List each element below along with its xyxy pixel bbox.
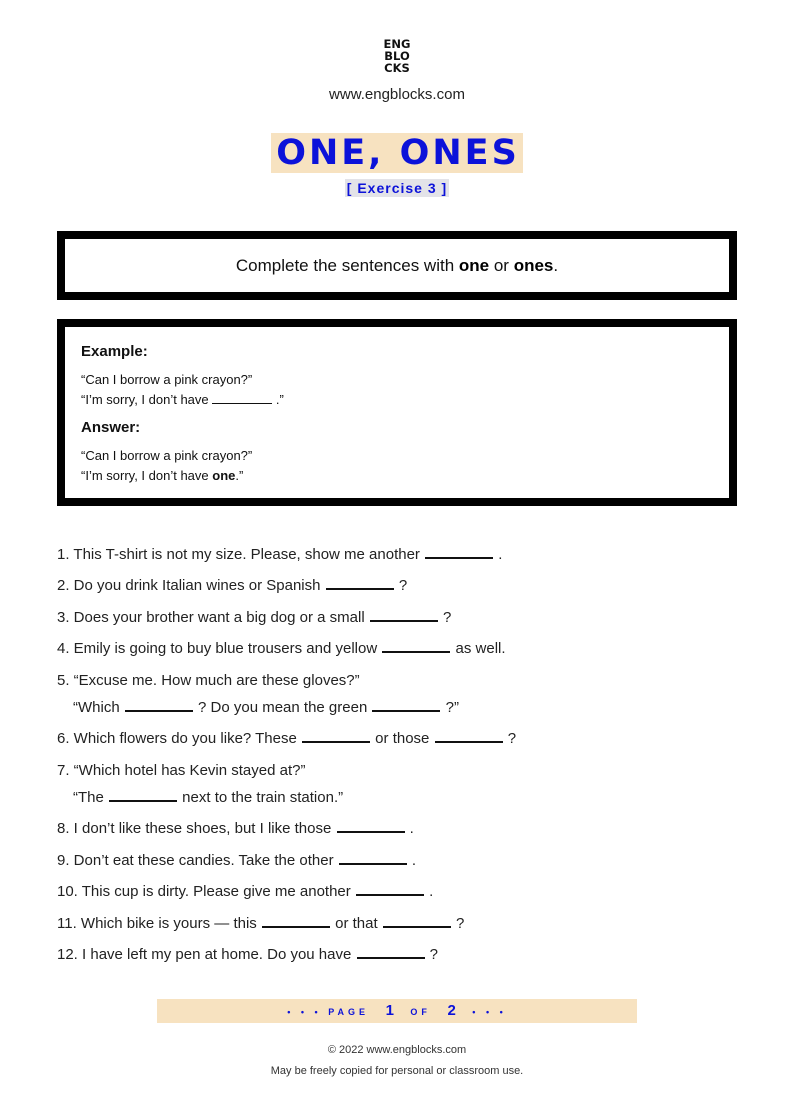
question-1 (57, 546, 502, 563)
answer-line-2 (81, 466, 729, 486)
answer-blank[interactable] (302, 731, 370, 743)
answer-blank[interactable] (382, 641, 450, 653)
answer-heading: Answer: (81, 419, 141, 436)
answer-blank[interactable] (370, 610, 438, 622)
pager-total-pages: 2 (447, 1002, 456, 1019)
question-1-text: 1. This T-shirt is not my size. Please, show me another (57, 546, 420, 563)
answer-blank[interactable] (125, 700, 193, 712)
answer-blank[interactable] (425, 547, 493, 559)
question-9-end: . (407, 852, 417, 869)
question-12-end: ? (425, 946, 439, 963)
example-line-2-start: “I’m sorry, I don’t have (81, 392, 209, 407)
question-6-end: ? (503, 730, 517, 747)
question-5-line-1: 5. “Excuse me. How much are these gloves?” (57, 672, 360, 689)
question-5-mid: ? Do you mean the green (193, 699, 368, 716)
exercise-label: [ Exercise 3 ] (346, 180, 448, 196)
question-2-text: 2. Do you drink Italian wines or Spanish (57, 577, 321, 594)
question-7-text: “The (73, 789, 104, 806)
instruction-middle: or (489, 256, 514, 275)
question-6-text: 6. Which flowers do you like? These (57, 730, 297, 747)
pager-dots-left: • • • (287, 1007, 322, 1017)
question-10-text: 10. This cup is dirty. Please give me another (57, 883, 351, 900)
page-indicator (157, 999, 637, 1023)
question-12 (57, 946, 438, 963)
license-note: May be freely copied for personal or classroom use. (270, 1065, 524, 1077)
question-9 (57, 852, 416, 869)
question-11 (57, 915, 464, 932)
instruction-word-one: one (458, 256, 490, 275)
question-3-end: ? (438, 609, 452, 626)
question-10 (57, 883, 433, 900)
question-9-text: 9. Don’t eat these candies. Take the other (57, 852, 334, 869)
instruction-prefix: Complete the sentences with (235, 256, 459, 275)
question-6-mid: or those (371, 730, 430, 747)
instruction-suffix: . (553, 256, 559, 275)
question-7-line-2 (73, 789, 343, 806)
answer-blank[interactable] (337, 821, 405, 833)
pager-dots-right: • • • (472, 1007, 507, 1017)
answer-blank[interactable] (356, 884, 424, 896)
question-5-end: ?” (441, 699, 459, 716)
question-12-text: 12. I have left my pen at home. Do you have (57, 946, 352, 963)
answer-blank[interactable] (262, 916, 330, 928)
question-7-line-1: 7. “Which hotel has Kevin stayed at?” (57, 762, 306, 779)
question-5-line-2 (73, 699, 459, 716)
example-line-1: “Can I borrow a pink crayon?” (81, 372, 253, 387)
answer-blank[interactable] (357, 947, 425, 959)
site-url[interactable]: www.engblocks.com (329, 86, 465, 103)
example-blank (212, 393, 272, 404)
question-1-end: . (494, 546, 503, 563)
worksheet-title: ONE, ONES (271, 133, 523, 173)
answer-blank[interactable] (372, 700, 440, 712)
question-6 (57, 730, 516, 747)
engblocks-logo (0, 38, 794, 74)
example-box (57, 319, 737, 506)
question-3 (57, 609, 451, 626)
logo-line-1: ENG (383, 37, 411, 51)
question-7-end: next to the train station.” (178, 789, 344, 806)
example-heading: Example: (81, 343, 148, 360)
answer-blank[interactable] (435, 731, 503, 743)
answer-blank[interactable] (339, 853, 407, 865)
question-2 (57, 577, 407, 594)
answer-blank[interactable] (326, 578, 394, 590)
question-4-text: 4. Emily is going to buy blue trousers and yellow (57, 640, 378, 657)
answer-blank[interactable] (383, 916, 451, 928)
question-11-mid: or that (330, 915, 378, 932)
pager-current-page: 1 (385, 1002, 394, 1019)
answer-word: one (212, 468, 236, 483)
instruction-box (57, 231, 737, 300)
question-11-end: ? (451, 915, 465, 932)
pager-of-word: OF (410, 1007, 431, 1017)
example-line-2 (81, 390, 729, 410)
question-4 (57, 640, 506, 657)
question-2-end: ? (394, 577, 408, 594)
question-4-end: as well. (451, 640, 506, 657)
question-11-text: 11. Which bike is yours — this (57, 915, 257, 932)
example-line-2-end: .” (272, 392, 284, 407)
question-8-text: 8. I don’t like these shoes, but I like those (57, 820, 332, 837)
answer-blank[interactable] (109, 790, 177, 802)
question-5-text: “Which (73, 699, 120, 716)
copyright: © 2022 www.engblocks.com (327, 1044, 467, 1056)
logo-line-3: CKS (384, 61, 410, 75)
answer-line-2-start: “I’m sorry, I don’t have (81, 468, 213, 483)
logo-line-2: BLO (384, 49, 410, 63)
instruction-word-ones: ones (513, 256, 554, 275)
question-3-text: 3. Does your brother want a big dog or a small (57, 609, 365, 626)
question-8 (57, 820, 414, 837)
pager-page-word: PAGE (328, 1007, 370, 1017)
answer-line-2-end: .” (235, 468, 244, 483)
answer-line-1: “Can I borrow a pink crayon?” (81, 448, 253, 463)
question-8-end: . (405, 820, 414, 837)
question-10-end: . (424, 883, 434, 900)
